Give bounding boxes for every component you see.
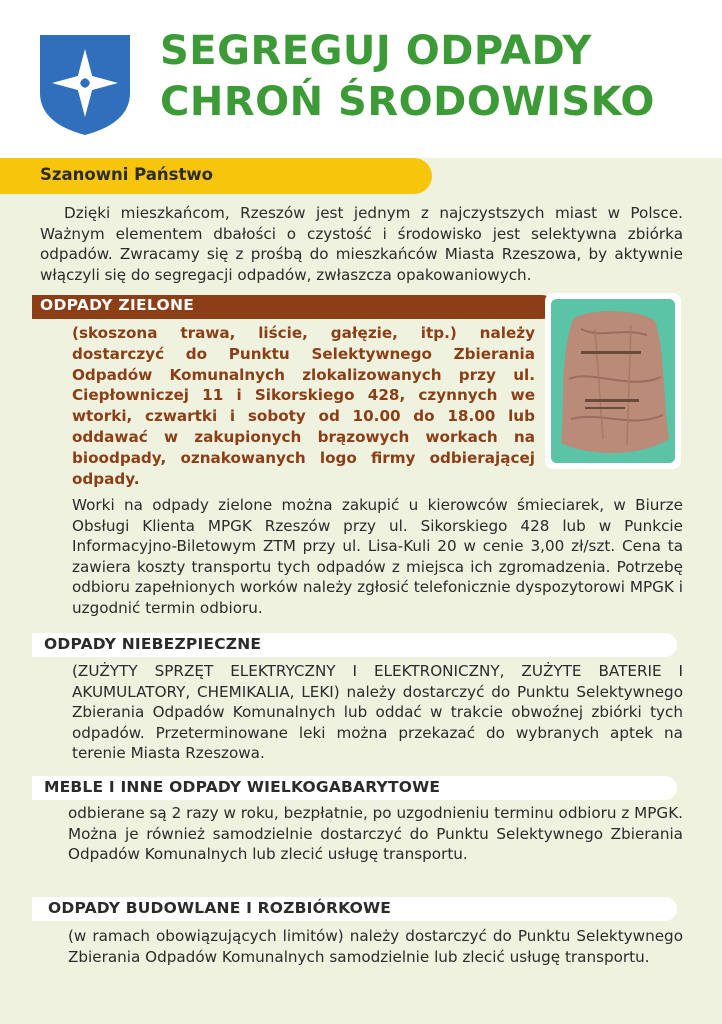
zielone-highlight-paragraph: (skoszona trawa, liście, gałęzie, itp.) należy dostarczyć do Punktu Selektywnego Zbierania Odpadów Komunalnych zlokalizowanych przy ul. Ciepłowniczej 11 i Sikorskiego 428, czynnych we wtorki, czwartki i soboty od 10.00 do 18.00 lub oddawać w zakupionych brązowych workach na bioodpady, oznakowanych logo firmy odbierającej odpady. — [72, 324, 535, 488]
section-title-meble: MEBLE I INNE ODPADY WIELKOGABARYTOWE — [44, 778, 441, 796]
meble-paragraph: odbierane są 2 razy w roku, bezpłatnie, po uzgodnieniu terminu odbioru z MPGK. Można je również samodzielnie dostarczyć do Punktu Selektywnego Zbierania Odpadów Komunalnych lub zlecić usługę transportu. — [68, 804, 683, 863]
rzeszow-coat-of-arms-icon — [38, 33, 132, 137]
brown-waste-bag-photo — [545, 293, 681, 469]
zielone-paragraph: Worki na odpady zielone można zakupić u kierowców śmieciarek, w Biurze Obsługi Klienta MPGK Rzeszów przy ul. Sikorskiego 428 lub w Punkcie Informacyjno-Biletowym ZTM przy ul. Lisa-Kuli 20 w cenie 3,00 zł/szt. Cena ta zawiera koszty transportu tych odpadów z miejsca ich zgromadzenia. Potrzebę odbioru zapełnionych worków należy zgłosić telefonicznie dyspozytorowi MPGK i uzgodnić termin odbioru. — [72, 496, 683, 617]
title-line-2: CHROŃ ŚRODOWISKO — [160, 79, 655, 125]
section-title-niebezpieczne: ODPADY NIEBEZPIECZNE — [44, 635, 262, 653]
section-title-budowlane: ODPADY BUDOWLANE I ROZBIÓRKOWE — [48, 899, 392, 917]
intro-paragraph: Dzięki mieszkańcom, Rzeszów jest jednym z najczystszych miast w Polsce. Ważnym elementem dbałości o czystość i środowisko jest selektywna zbiórka odpadów. Zwracamy się z prośbą do mieszkańców Miasta Rzeszowa, by aktywnie włączyli się do segregacji odpadów, zwłaszcza opakowaniowych. — [40, 204, 683, 284]
page-title — [160, 26, 720, 128]
title-line-1: SEGREGUJ ODPADY — [160, 28, 592, 74]
niebezpieczne-paragraph: (ZUŻYTY SPRZĘT ELEKTRYCZNY I ELEKTRONICZNY, ZUŻYTE BATERIE I AKUMULATORY, CHEMIKALIA, LEKI) należy dostarczyć do Punktu Selektywnego Zbierania Odpadów Komunalnych lub oddać w trakcie obwoźnej zbiórki tych odpadów. Przeterminowane leki można przekazać do wybranych aptek na terenie Miasta Rzeszowa. — [72, 662, 683, 762]
greeting-text: Szanowni Państwo — [40, 165, 213, 184]
budowlane-paragraph: (w ramach obowiązujących limitów) należy dostarczyć do Punktu Selektywnego Zbierania Odpadów Komunalnych samodzielnie lub zlecić usługę transportu. — [68, 927, 683, 966]
section-title-zielone: ODPADY ZIELONE — [40, 296, 195, 314]
